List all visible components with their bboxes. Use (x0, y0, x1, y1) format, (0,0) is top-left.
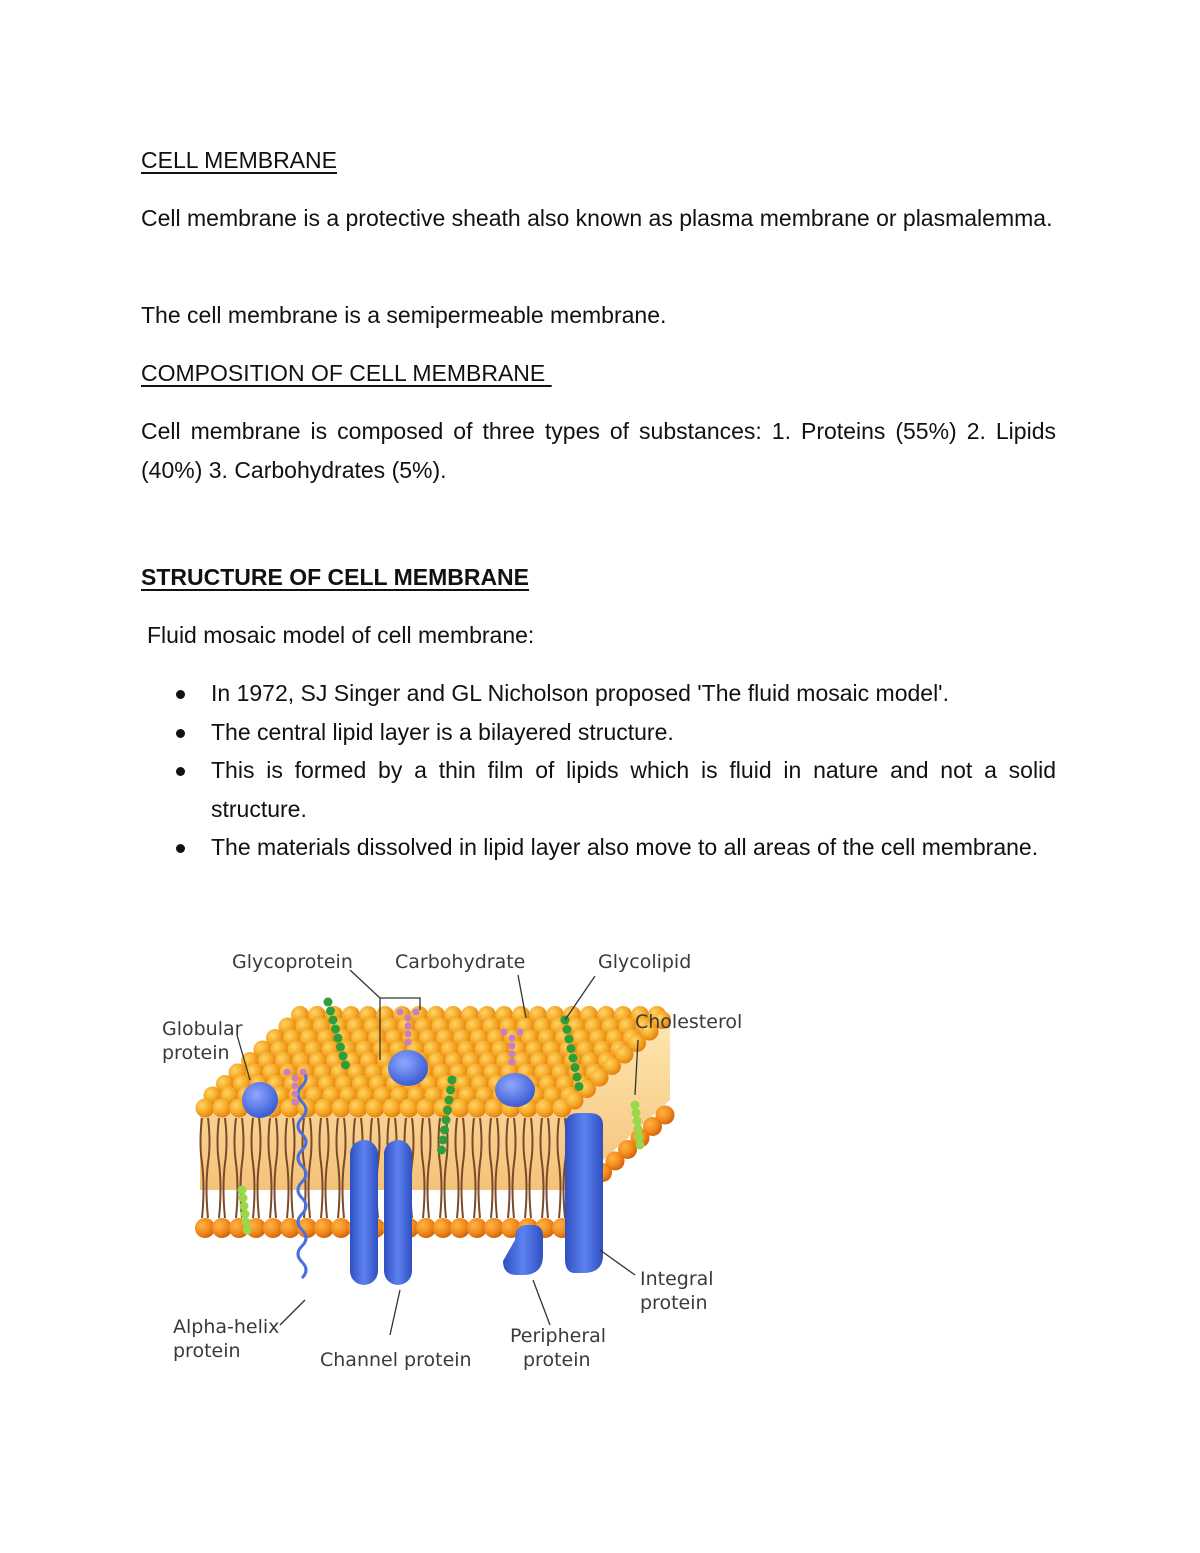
label-peripheral-2: protein (523, 1349, 591, 1371)
chain-bead (324, 998, 333, 1007)
chain-bead (567, 1044, 576, 1053)
label-integral-2: protein (640, 1292, 708, 1314)
lipid-head (417, 1099, 436, 1118)
chain-bead (336, 1043, 345, 1052)
chain-bead (292, 1083, 299, 1090)
chain-bead (405, 1023, 412, 1030)
label-glycolipid: Glycolipid (598, 951, 692, 973)
chain-bead (437, 1146, 446, 1155)
chain-bead (517, 1029, 524, 1036)
chain-bead (292, 1099, 299, 1106)
label-globular-2: protein (162, 1042, 230, 1064)
chain-bead (405, 1031, 412, 1038)
lipid-head (451, 1099, 470, 1118)
glycoprotein-base (388, 1050, 428, 1086)
chain-bead (292, 1075, 299, 1082)
chain-bead (446, 1086, 455, 1095)
chain-bead (397, 1009, 404, 1016)
chain-bead (300, 1069, 307, 1076)
chain-bead (633, 1117, 642, 1126)
chain-bead (243, 1226, 252, 1235)
lipid-head (536, 1099, 555, 1118)
paragraph-composition: Cell membrane is composed of three types of substances: 1. Proteins (55%) 2. Lipids (40%) 3. Carbohydrates (5%). (141, 418, 1056, 483)
chain-bead (445, 1096, 454, 1105)
glycoprotein-base (495, 1073, 535, 1107)
paragraph-semipermeable: The cell membrane is a semipermeable membrane. (141, 302, 667, 328)
bullet-item (141, 674, 1056, 713)
chain-bead (443, 1106, 452, 1115)
chain-bead (239, 1194, 248, 1203)
chain-bead (440, 1126, 449, 1135)
lipid-head (400, 1099, 419, 1118)
bullet-icon (176, 767, 185, 776)
chain-bead (339, 1052, 348, 1061)
bullet-text: This is formed by a thin film of lipids which is fluid in nature and not a solid structure. (211, 757, 1056, 822)
label-cholesterol: Cholesterol (635, 1011, 743, 1033)
chain-bead (413, 1009, 420, 1016)
bullet-icon (176, 729, 185, 738)
bullet-list (141, 674, 1056, 867)
label-channel-protein: Channel protein (320, 1349, 472, 1371)
lipid-head (213, 1099, 232, 1118)
chain-bead (334, 1034, 343, 1043)
bullet-item (141, 828, 1056, 867)
chain-bead (341, 1061, 350, 1070)
label-alpha-helix-2: protein (173, 1340, 241, 1362)
chain-bead (241, 1210, 250, 1219)
chain-bead (240, 1202, 249, 1211)
chain-bead (329, 1016, 338, 1025)
chain-bead (563, 1025, 572, 1034)
bullet-icon (176, 844, 185, 853)
chain-bead (631, 1101, 640, 1110)
chain-bead (405, 1039, 412, 1046)
heading-cell-membrane: CELL MEMBRANE (141, 147, 337, 173)
chain-bead (292, 1091, 299, 1098)
chain-bead (575, 1082, 584, 1091)
chain-bead (284, 1069, 291, 1076)
label-alpha-helix-1: Alpha-helix (173, 1316, 280, 1338)
lipid-head (315, 1099, 334, 1118)
chain-bead (509, 1051, 516, 1058)
chain-bead (501, 1029, 508, 1036)
chain-bead (242, 1218, 251, 1227)
chain-bead (238, 1186, 247, 1195)
chain-bead (439, 1136, 448, 1145)
chain-bead (635, 1133, 644, 1142)
label-peripheral-1: Peripheral (510, 1325, 607, 1347)
lipid-head (566, 1092, 584, 1110)
chain-bead (632, 1109, 641, 1118)
chain-bead (571, 1063, 580, 1072)
chain-bead (509, 1059, 516, 1066)
label-globular-1: Globular (162, 1018, 243, 1040)
label-carbohydrate: Carbohydrate (395, 951, 526, 973)
cell-membrane-diagram (150, 940, 750, 1390)
lipid-head (366, 1099, 385, 1118)
chain-bead (634, 1125, 643, 1134)
chain-bead (326, 1007, 335, 1016)
channel-protein-shape (384, 1140, 412, 1285)
globular-protein-shape (242, 1082, 278, 1118)
lipid-head (332, 1099, 351, 1118)
bullet-text: The central lipid layer is a bilayered structure. (211, 718, 674, 745)
chain-bead (573, 1073, 582, 1082)
heading-composition: COMPOSITION OF CELL MEMBRANE (141, 360, 552, 386)
bullet-item (141, 713, 1056, 752)
subheading-fluid-mosaic: Fluid mosaic model of cell membrane: (147, 622, 535, 648)
bullet-text: The materials dissolved in lipid layer also move to all areas of the cell membrane. (211, 834, 1039, 860)
chain-bead (448, 1076, 457, 1085)
chain-bead (442, 1116, 451, 1125)
chain-bead (569, 1054, 578, 1063)
chain-bead (509, 1043, 516, 1050)
bullet-item (141, 751, 1056, 828)
membrane-illustration (150, 940, 750, 1390)
label-glycoprotein: Glycoprotein (232, 951, 353, 973)
chain-bead (509, 1035, 516, 1042)
lipid-head (468, 1099, 487, 1118)
lipid-head (383, 1099, 402, 1118)
heading-structure: STRUCTURE OF CELL MEMBRANE (141, 564, 530, 590)
bullet-icon (176, 690, 185, 699)
bullet-text: In 1972, SJ Singer and GL Nicholson proposed 'The fluid mosaic model'. (211, 680, 949, 706)
chain-bead (565, 1035, 574, 1044)
integral-protein-shape (565, 1113, 603, 1273)
chain-bead (405, 1015, 412, 1022)
paragraph-definition: Cell membrane is a protective sheath also known as plasma membrane or plasmalemma. (141, 205, 1053, 231)
chain-bead (331, 1025, 340, 1034)
channel-protein-shape (350, 1140, 378, 1285)
chain-bead (636, 1141, 645, 1150)
lipid-head (196, 1099, 215, 1118)
label-integral-1: Integral (640, 1268, 714, 1290)
lipid-head (349, 1099, 368, 1118)
